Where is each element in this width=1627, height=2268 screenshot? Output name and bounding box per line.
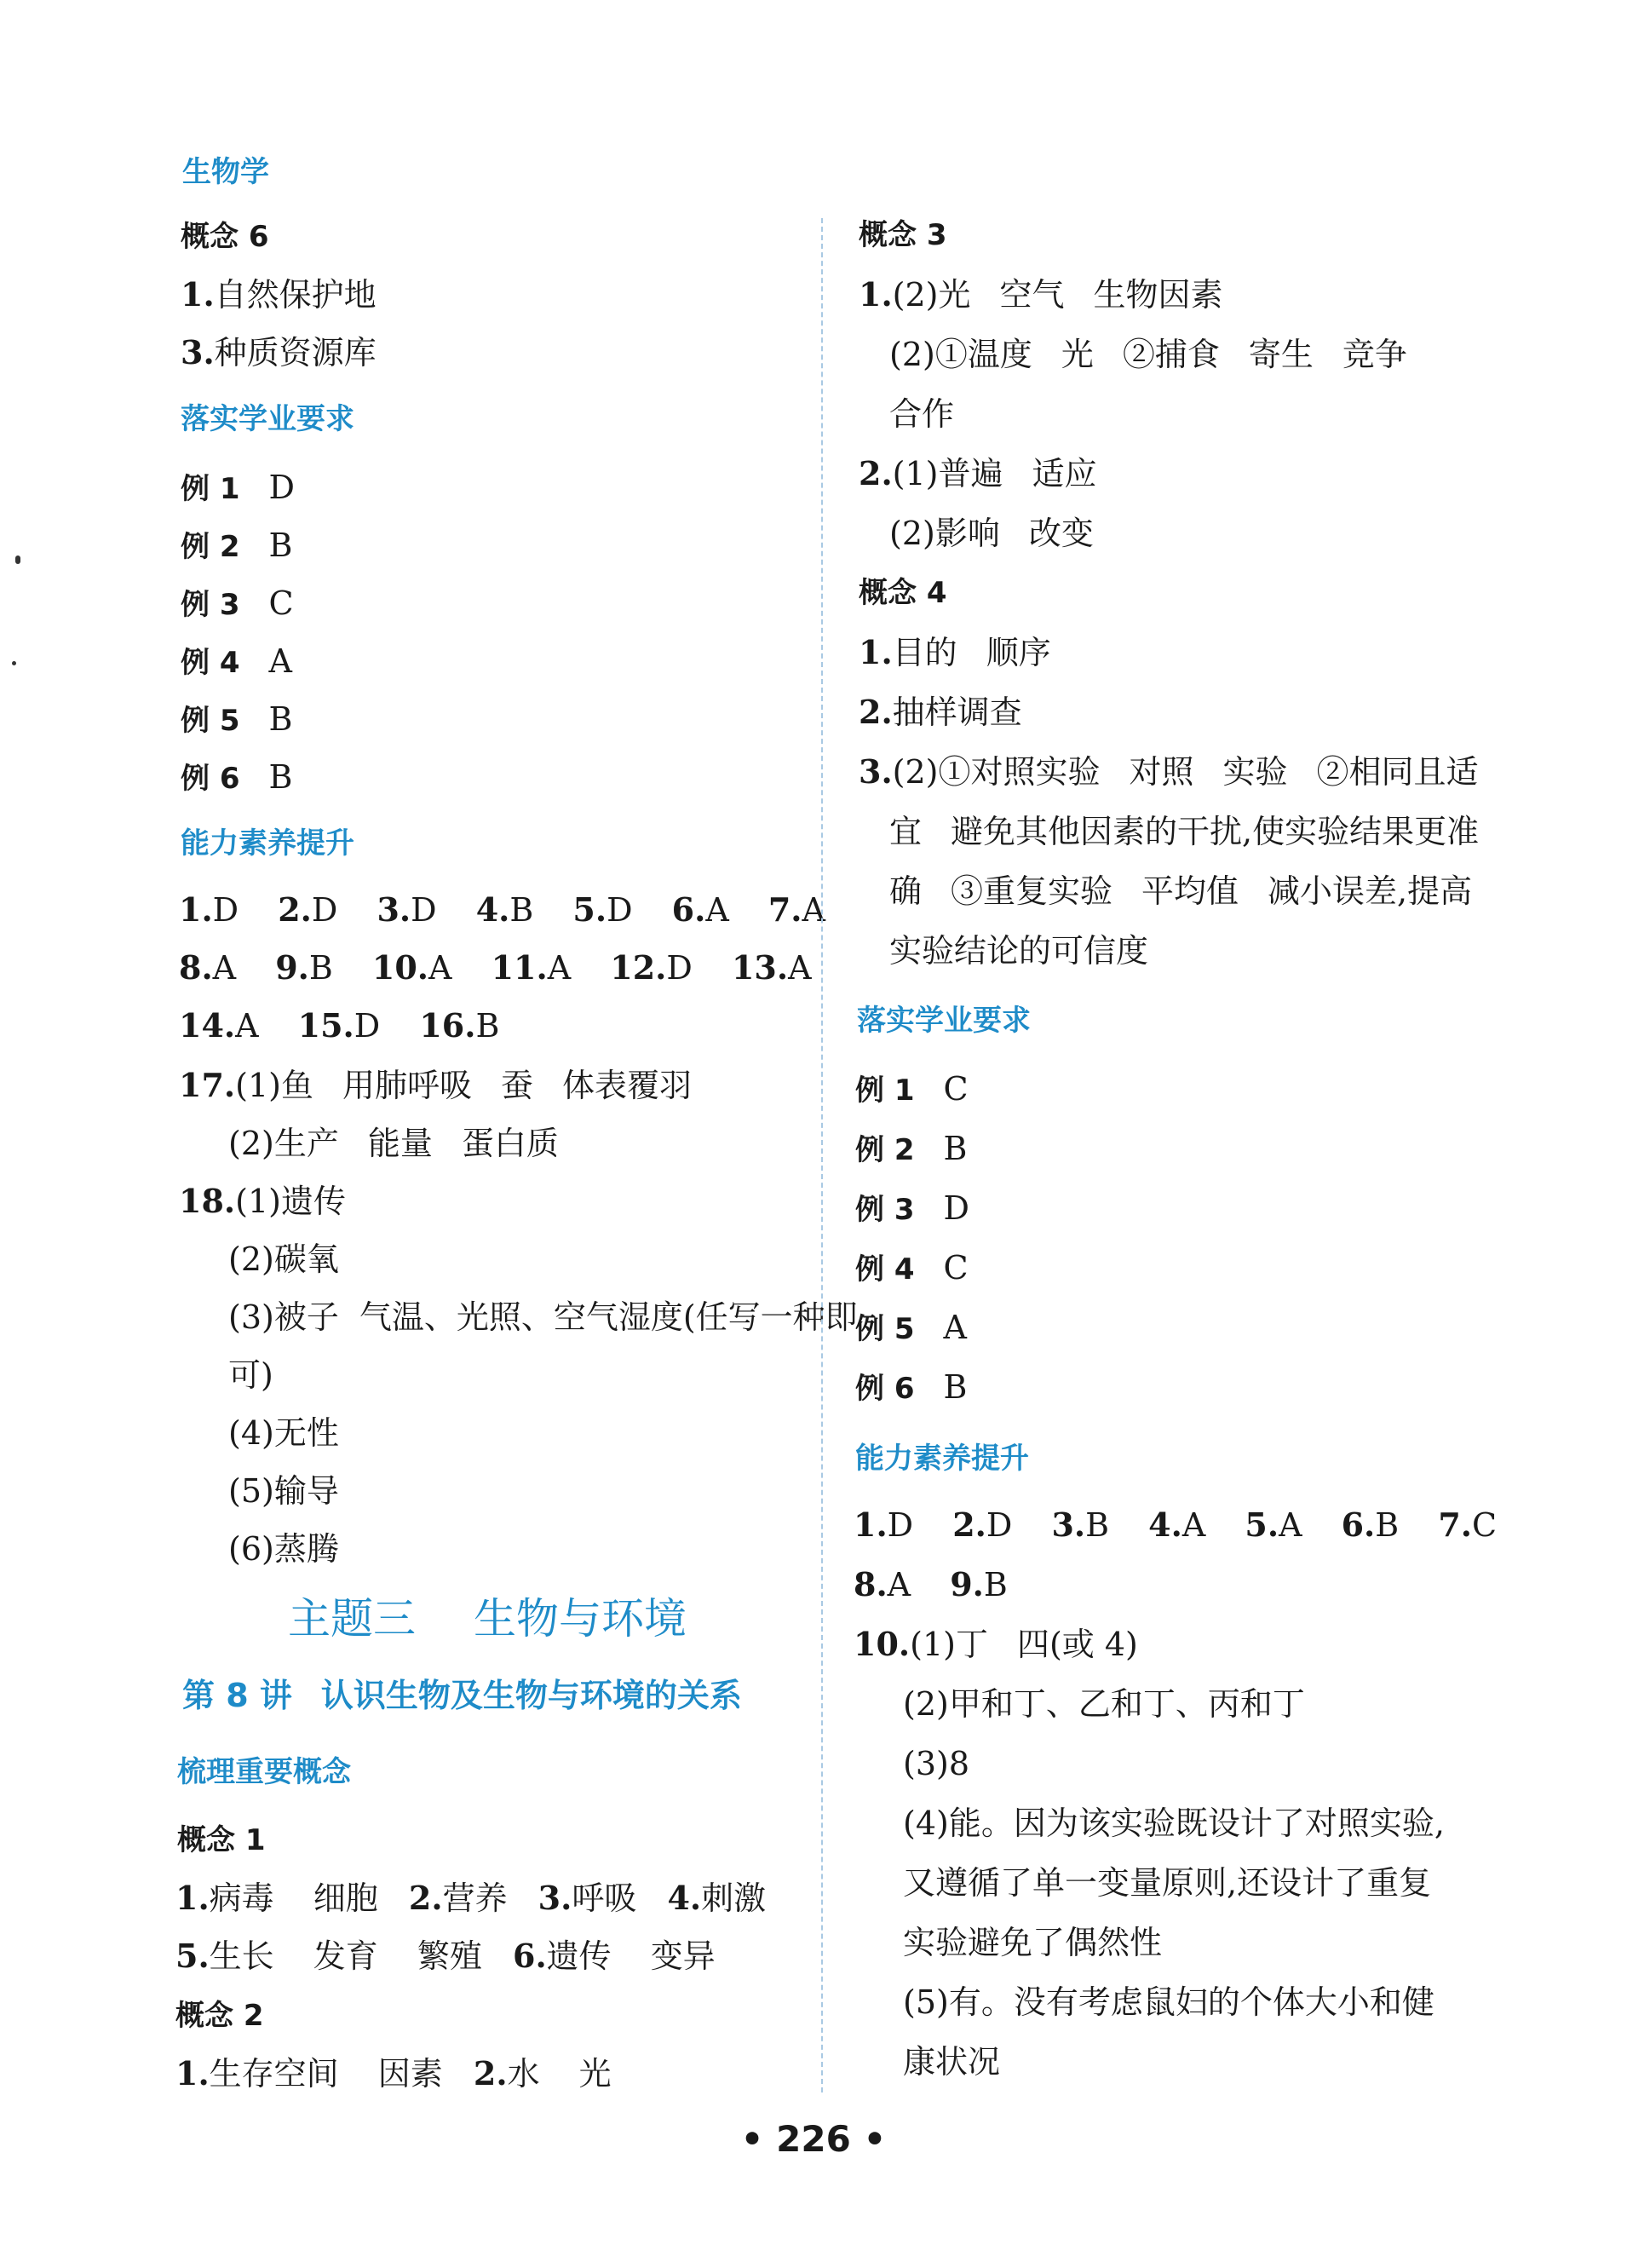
scan-speck (15, 555, 20, 564)
q10-part4: (4)能。因为该实验既设计了对照实验, (903, 1805, 1445, 1842)
concept3-line5: (2)影响 改变 (889, 515, 1094, 552)
scan-speck (12, 661, 16, 665)
q17-part2: (2)生产 能量 蛋白质 (228, 1125, 559, 1162)
concept6-item-1: 1.自然保护地 (181, 275, 377, 314)
mc-answer-row: 1.D 2.D 3.B 4.A 5.A 6.B 7.C (854, 1505, 1498, 1544)
concept3-line2: (2)①温度 光 ②捕食 寄生 竞争 (889, 336, 1407, 373)
q10-part4-cont1: 又遵循了单一变量原则,还设计了重复 (903, 1864, 1432, 1902)
concept4-line2: 2.抽样调查 (859, 693, 1022, 731)
q18-part5: (5)输导 (228, 1472, 339, 1510)
q10-part2: (2)甲和丁、乙和丁、丙和丁 (903, 1685, 1305, 1723)
concept1-line1: 1.病毒 细胞 2.营养 3.呼吸 4.刺激 (175, 1879, 767, 1917)
concept6-item-3: 3.种质资源库 (181, 333, 377, 371)
page-number-value: 226 (776, 2118, 851, 2160)
topic-heading: 主题三 生物与环境 (288, 1594, 687, 1643)
concept4-line1: 1.目的 顺序 (859, 633, 1051, 671)
concept1-line2: 5.生长 发育 繁殖 6.遗传 变异 (175, 1937, 716, 1975)
q18-part4: (4)无性 (228, 1414, 339, 1452)
concept6-title: 概念 6 (181, 220, 269, 254)
q10-part5-cont: 康状况 (903, 2043, 1001, 2081)
q10-part1: 10.(1)丁 四(或 4) (854, 1625, 1138, 1663)
q10-part3: (3)8 (903, 1745, 970, 1782)
concept3-line3: 合作 (889, 395, 955, 433)
q10-part4-cont2: 实验避免了偶然性 (903, 1924, 1163, 1961)
q10-part5: (5)有。没有考虑鼠妇的个体大小和健 (903, 1983, 1434, 2021)
concept3-title: 概念 3 (859, 218, 947, 252)
concept2-line1: 1.生存空间 因素 2.水 光 (175, 2054, 612, 2092)
lecture-heading: 第 8 讲 认识生物及生物与环境的关系 (182, 1677, 742, 1714)
example-row: 例 1 D (181, 469, 295, 506)
example-row: 例 1 C (855, 1070, 969, 1108)
q18-part3-cont: 可) (228, 1356, 273, 1394)
example-row: 例 4 A (181, 642, 292, 680)
column-divider (821, 218, 823, 2092)
concept4-line4: 宜 避免其他因素的干扰,使实验结果更准 (889, 813, 1480, 850)
example-row: 例 5 A (855, 1309, 967, 1346)
mc-answer-row: 8.A 9.B (854, 1565, 1008, 1603)
concept3-line1: 1.(2)光 空气 生物因素 (859, 275, 1223, 314)
example-row: 例 6 B (181, 758, 293, 796)
concept3-line4: 2.(1)普遍 适应 (859, 454, 1097, 492)
section-luoshi-left: 落实学业要求 (181, 402, 354, 436)
page-number (0, 2118, 1627, 2160)
concept4-line6: 实验结论的可信度 (889, 932, 1149, 970)
example-row: 例 2 B (855, 1130, 968, 1167)
subject-header: 生物学 (182, 155, 269, 189)
q18-part1: 18.(1)遗传 (179, 1182, 346, 1220)
example-row: 例 3 C (181, 584, 294, 622)
mc-answer-row: 8.A 9.B 10.A 11.A 12.D 13.A (179, 948, 812, 987)
bullet-right: • (863, 2118, 887, 2160)
q18-part3: (3)被子 气温、光照、空气湿度(任写一种即 (228, 1298, 858, 1336)
q17-part1: 17.(1)鱼 用肺呼吸 蚕 体表覆羽 (179, 1066, 692, 1104)
concept2-title: 概念 2 (175, 1999, 264, 2033)
section-nengli-right: 能力素养提升 (855, 1442, 1029, 1476)
concept4-line5: 确 ③重复实验 平均值 减小误差,提高 (889, 872, 1473, 910)
example-row: 例 3 D (855, 1189, 969, 1227)
section-shuli: 梳理重要概念 (177, 1755, 351, 1789)
q18-part2: (2)碳氧 (228, 1240, 339, 1278)
bullet-left: • (740, 2118, 764, 2160)
concept4-title: 概念 4 (859, 576, 947, 610)
example-row: 例 6 B (855, 1368, 968, 1406)
concept1-title: 概念 1 (177, 1823, 266, 1857)
section-luoshi-right: 落实学业要求 (857, 1004, 1031, 1038)
example-row: 例 5 B (181, 700, 293, 738)
section-nengli-left: 能力素养提升 (181, 826, 354, 861)
mc-answer-row: 1.D 2.D 3.D 4.B 5.D 6.A 7.A (179, 890, 825, 929)
mc-answer-row: 14.A 15.D 16.B (179, 1006, 500, 1045)
q18-part6: (6)蒸腾 (228, 1530, 339, 1568)
example-row: 例 4 C (855, 1249, 969, 1287)
example-row: 例 2 B (181, 527, 293, 564)
concept4-line3: 3.(2)①对照实验 对照 实验 ②相同且适 (859, 752, 1479, 791)
